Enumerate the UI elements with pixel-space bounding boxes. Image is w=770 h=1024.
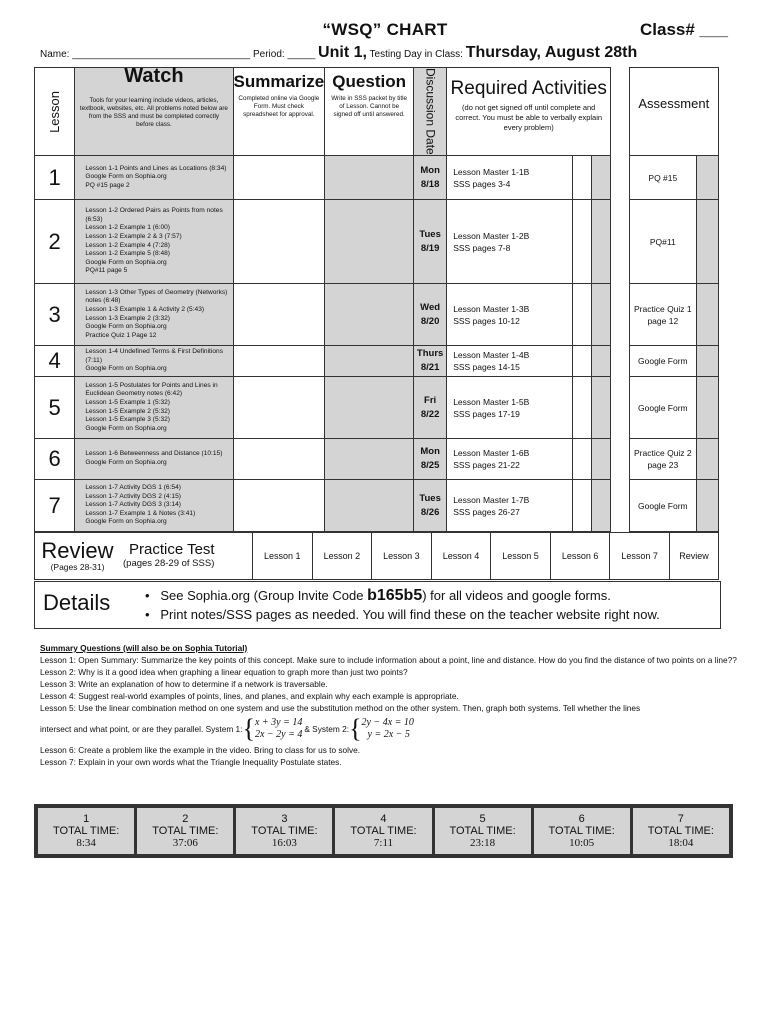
assessment-cell: Google Form bbox=[629, 346, 696, 377]
watch-list: Lesson 1-2 Ordered Pairs as Points from notes (6:53) Lesson 1-2 Example 1 (6:00) Lesson 1-2 Example 2 & 3 (7:57) Lesson 1-2 Example 4 (7:28) Lesson 1-2 Example 5 (8:48) Google Form on Sophia.org PQ#11 page 5 bbox=[75, 200, 233, 284]
summarize-cell[interactable] bbox=[233, 156, 325, 200]
summary-lesson-6: Lesson 6: Create a problem like the example in the video. Bring to class for us to solve. bbox=[40, 745, 361, 755]
systems-intro: intersect and what point, or are they parallel. System 1: bbox=[40, 724, 243, 734]
question-cell[interactable] bbox=[325, 200, 414, 284]
lesson-number: 3 bbox=[35, 284, 75, 346]
discussion-date: Thurs 8/21 bbox=[414, 346, 447, 377]
total-time-cell bbox=[433, 806, 532, 856]
details-title: Details bbox=[43, 590, 111, 615]
assessment-signoff[interactable] bbox=[697, 284, 719, 346]
total-time-lesson: 6 bbox=[578, 813, 585, 825]
assessment-signoff[interactable] bbox=[697, 377, 719, 439]
watch-list: Lesson 1-7 Activity DGS 1 (6:54) Lesson 1-7 Activity DGS 2 (4:15) Lesson 1-7 Activity DGS 3 (3:14) Lesson 1-7 Example 1 & Notes (3:41) Google Form on Sophia.org bbox=[75, 480, 233, 532]
total-time-cell bbox=[235, 806, 334, 856]
question-cell[interactable] bbox=[325, 346, 414, 377]
assessment-signoff[interactable] bbox=[697, 480, 719, 532]
review-cell: Lesson 4 bbox=[431, 533, 491, 580]
question-cell[interactable] bbox=[325, 439, 414, 480]
question-header bbox=[325, 68, 414, 156]
watch-list: Lesson 1-1 Points and Lines as Locations (8:34) Google Form on Sophia.org PQ #15 page 2 bbox=[75, 156, 233, 200]
total-time-cell bbox=[532, 806, 631, 856]
total-time-label: TOTAL TIME: bbox=[152, 825, 219, 837]
practice-test-title: Practice Test bbox=[129, 541, 215, 558]
summarize-cell[interactable] bbox=[233, 377, 325, 439]
signoff-cell[interactable] bbox=[572, 284, 591, 346]
assessment-signoff[interactable] bbox=[697, 200, 719, 284]
column-gap bbox=[611, 68, 629, 156]
lesson-number: 7 bbox=[35, 480, 75, 532]
column-gap bbox=[611, 439, 629, 480]
summarize-cell[interactable] bbox=[233, 439, 325, 480]
brace-2: { bbox=[349, 714, 362, 743]
practice-test-pages: (pages 28-29 of SSS) bbox=[123, 558, 215, 569]
signoff-cell[interactable] bbox=[572, 346, 591, 377]
signoff-cell[interactable] bbox=[572, 377, 591, 439]
signoff-cell[interactable] bbox=[592, 284, 611, 346]
info-line bbox=[40, 44, 760, 62]
lesson-header: Lesson bbox=[35, 68, 75, 156]
total-time-label: TOTAL TIME: bbox=[647, 825, 714, 837]
review-cell: Lesson 3 bbox=[372, 533, 432, 580]
lesson-number: 6 bbox=[35, 439, 75, 480]
details-bullet-2: • Print notes/SSS pages as needed. You will find these on the teacher website right now. bbox=[145, 607, 660, 622]
discussion-date: Tues 8/26 bbox=[414, 480, 447, 532]
class-number-label: Class# ___ bbox=[640, 20, 728, 39]
watch-header bbox=[75, 65, 233, 156]
system-2-label: & System 2: bbox=[304, 724, 350, 734]
total-time-lesson: 7 bbox=[677, 813, 684, 825]
question-cell[interactable] bbox=[325, 284, 414, 346]
review-title-cell bbox=[35, 533, 121, 580]
details-bullets bbox=[145, 586, 660, 624]
required-activities: Lesson Master 1-5B SSS pages 17-19 bbox=[447, 377, 573, 439]
review-cell: Review bbox=[669, 533, 718, 580]
total-time-value: 18:04 bbox=[668, 837, 694, 849]
total-time-value: 7:11 bbox=[373, 837, 394, 849]
required-description: (do not get signed off until complete and correct. You must be able to verbally explain every problem) bbox=[455, 103, 603, 132]
required-activities: Lesson Master 1-7B SSS pages 26-27 bbox=[447, 480, 573, 532]
summary-lesson-2: Lesson 2: Why is it a good idea when graphing a linear equation to graph more than just two points? bbox=[40, 667, 408, 677]
assessment-cell: Google Form bbox=[629, 377, 696, 439]
details-bullet-1: • See Sophia.org (Group Invite Code b165b5) for all videos and google forms. bbox=[145, 587, 611, 604]
lesson-row bbox=[35, 156, 719, 200]
wsq-table bbox=[34, 67, 719, 532]
signoff-cell[interactable] bbox=[572, 200, 591, 284]
question-description: Write in SSS packet by title of Lesson. Cannot be signed off until answered. bbox=[331, 95, 408, 118]
column-gap bbox=[611, 480, 629, 532]
signoff-cell[interactable] bbox=[592, 200, 611, 284]
column-gap bbox=[611, 156, 629, 200]
total-time-label: TOTAL TIME: bbox=[548, 825, 615, 837]
summarize-title: Summarize bbox=[233, 72, 325, 91]
required-activities: Lesson Master 1-2B SSS pages 7-8 bbox=[447, 200, 573, 284]
signoff-cell[interactable] bbox=[572, 439, 591, 480]
watch-list: Lesson 1-6 Betweenness and Distance (10:15) Google Form on Sophia.org bbox=[75, 439, 233, 480]
total-time-cell bbox=[334, 806, 433, 856]
summarize-header bbox=[233, 68, 325, 156]
required-activities-header bbox=[447, 68, 611, 156]
unit-label: Unit 1, bbox=[318, 44, 367, 61]
assessment-signoff[interactable] bbox=[697, 346, 719, 377]
signoff-cell[interactable] bbox=[592, 439, 611, 480]
discussion-date: Wed 8/20 bbox=[414, 284, 447, 346]
signoff-cell[interactable] bbox=[592, 346, 611, 377]
signoff-cell[interactable] bbox=[592, 377, 611, 439]
assessment-header: Assessment bbox=[629, 68, 718, 156]
total-time-label: TOTAL TIME: bbox=[251, 825, 318, 837]
review-cell: Lesson 1 bbox=[253, 533, 313, 580]
assessment-cell: PQ#11 bbox=[629, 200, 696, 284]
summary-lesson-5: Lesson 5: Use the linear combination method on one system and use the substitution method on the other system. Then, graph both systems. Tell whether the lines bbox=[40, 703, 641, 713]
watch-list: Lesson 1-4 Undefined Terms & First Definitions (7:11) Google Form on Sophia.org bbox=[75, 346, 233, 377]
practice-test-cell bbox=[120, 533, 253, 580]
system-2: 2y − 4x = 10 y = 2x − 5 bbox=[361, 717, 414, 740]
system-1: x + 3y = 14 2x − 2y = 4 bbox=[254, 717, 303, 740]
required-activities: Lesson Master 1-3B SSS pages 10-12 bbox=[447, 284, 573, 346]
signoff-cell[interactable] bbox=[592, 156, 611, 200]
period-field[interactable]: Period: _____ bbox=[252, 49, 316, 60]
total-time-value: 8:34 bbox=[76, 837, 96, 849]
lesson-number: 5 bbox=[35, 377, 75, 439]
lesson-row bbox=[35, 480, 719, 532]
lesson-number: 1 bbox=[35, 156, 75, 200]
review-cell: Lesson 5 bbox=[491, 533, 551, 580]
required-activities: Lesson Master 1-6B SSS pages 21-22 bbox=[447, 439, 573, 480]
discussion-date: Mon 8/25 bbox=[414, 439, 447, 480]
column-gap bbox=[611, 284, 629, 346]
group-invite-code: b165b5 bbox=[367, 587, 423, 604]
review-cell: Lesson 7 bbox=[610, 533, 670, 580]
total-times-table bbox=[34, 804, 733, 858]
discussion-date: Mon 8/18 bbox=[414, 156, 447, 200]
total-time-value: 23:18 bbox=[470, 837, 496, 849]
discussion-date-header: Discussion Date bbox=[414, 68, 447, 156]
total-time-cell bbox=[36, 806, 136, 856]
assessment-signoff[interactable] bbox=[697, 156, 719, 200]
review-cell: Lesson 6 bbox=[550, 533, 610, 580]
total-time-lesson: 1 bbox=[83, 813, 90, 825]
assessment-cell: Practice Quiz 1 page 12 bbox=[629, 284, 696, 346]
assessment-cell: PQ #15 bbox=[629, 156, 696, 200]
summarize-cell[interactable] bbox=[233, 346, 325, 377]
summary-lesson-3: Lesson 3: Write an explanation of how to determine if a network is traversable. bbox=[40, 679, 328, 689]
review-cell: Lesson 2 bbox=[312, 533, 372, 580]
required-activities: Lesson Master 1-4B SSS pages 14-15 bbox=[447, 346, 573, 377]
signoff-cell[interactable] bbox=[572, 480, 591, 532]
table-header-row bbox=[35, 68, 719, 156]
total-time-label: TOTAL TIME: bbox=[350, 825, 417, 837]
column-gap bbox=[611, 377, 629, 439]
question-title: Question bbox=[332, 72, 406, 91]
summarize-cell[interactable] bbox=[233, 284, 325, 346]
watch-title: Watch bbox=[124, 65, 184, 87]
assessment-cell: Google Form bbox=[629, 480, 696, 532]
assessment-cell: Practice Quiz 2 page 23 bbox=[629, 439, 696, 480]
lesson-row bbox=[35, 377, 719, 439]
testing-date: Thursday, August 28th bbox=[465, 44, 638, 61]
review-title: Review bbox=[41, 538, 114, 563]
total-time-lesson: 3 bbox=[281, 813, 288, 825]
summary-title: Summary Questions (will also be on Sophia Tutorial) bbox=[40, 643, 248, 653]
total-time-lesson: 5 bbox=[479, 813, 486, 825]
lesson-row bbox=[35, 439, 719, 480]
signoff-cell[interactable] bbox=[572, 156, 591, 200]
required-activities: Lesson Master 1-1B SSS pages 3-4 bbox=[447, 156, 573, 200]
signoff-cell[interactable] bbox=[592, 480, 611, 532]
discussion-date: Tues 8/19 bbox=[414, 200, 447, 284]
lesson-row bbox=[35, 200, 719, 284]
summarize-cell[interactable] bbox=[233, 200, 325, 284]
required-title: Required Activities bbox=[450, 78, 607, 99]
summary-questions bbox=[40, 642, 740, 768]
summary-lesson-4: Lesson 4: Suggest real-world examples of points, lines, and planes, and explain why each example is appropriate. bbox=[40, 691, 459, 701]
brace-1: { bbox=[242, 714, 255, 743]
details-box bbox=[34, 581, 721, 629]
watch-list: Lesson 1-5 Postulates for Points and Lines in Euclidean Geometry notes (6:42) Lesson 1-5 Example 1 (5:32) Lesson 1-5 Example 2 (5:32) Lesson 1-5 Example 3 (5:32) Google Form on Sophia.org bbox=[75, 377, 233, 439]
summarize-cell[interactable] bbox=[233, 480, 325, 532]
question-cell[interactable] bbox=[325, 377, 414, 439]
column-gap bbox=[611, 346, 629, 377]
total-time-lesson: 2 bbox=[182, 813, 189, 825]
summary-lesson-5-systems bbox=[40, 714, 740, 744]
total-time-label: TOTAL TIME: bbox=[53, 825, 120, 837]
total-time-value: 16:03 bbox=[271, 837, 297, 849]
lesson-number: 4 bbox=[35, 346, 75, 377]
review-pages: (Pages 28-31) bbox=[50, 562, 105, 572]
question-cell[interactable] bbox=[325, 156, 414, 200]
testing-day-label: Testing Day in Class: bbox=[369, 49, 463, 60]
assessment-signoff[interactable] bbox=[697, 439, 719, 480]
column-gap bbox=[611, 200, 629, 284]
discussion-date: Fri 8/22 bbox=[414, 377, 447, 439]
summarize-description: Completed online via Google Form. Must check spreadsheet for approval. bbox=[238, 95, 320, 118]
total-time-cell bbox=[136, 806, 235, 856]
page-title: “WSQ” CHART bbox=[322, 20, 448, 39]
review-row bbox=[34, 532, 719, 580]
lesson-number: 2 bbox=[35, 200, 75, 284]
total-time-label: TOTAL TIME: bbox=[449, 825, 516, 837]
question-cell[interactable] bbox=[325, 480, 414, 532]
total-time-cell bbox=[631, 806, 731, 856]
lesson-row bbox=[35, 346, 719, 377]
watch-list: Lesson 1-3 Other Types of Geometry (Networks) notes (6:48) Lesson 1-3 Example 1 & Activity 2 (5:43) Lesson 1-3 Example 2 (3:32) Google Form on Sophia.org Practice Quiz 1 Page 12 bbox=[75, 284, 233, 346]
watch-description: Tools for your learning include videos, articles, textbook, websites, etc. All problems noted below are from the SSS and must be completed correctly before class. bbox=[79, 96, 228, 128]
total-time-lesson: 4 bbox=[380, 813, 387, 825]
name-field[interactable]: Name: ________________________________ bbox=[40, 49, 251, 60]
summary-lesson-1: Lesson 1: Open Summary: Summarize the key points of this concept. Make sure to include information about a point, line and distance. How do you find the distance of two points on a line?? bbox=[40, 655, 737, 665]
total-time-value: 37:06 bbox=[172, 837, 198, 849]
total-time-value: 10:05 bbox=[569, 837, 595, 849]
lesson-row bbox=[35, 284, 719, 346]
summary-lesson-7: Lesson 7: Explain in your own words what the Triangle Inequality Postulate states. bbox=[40, 757, 342, 767]
